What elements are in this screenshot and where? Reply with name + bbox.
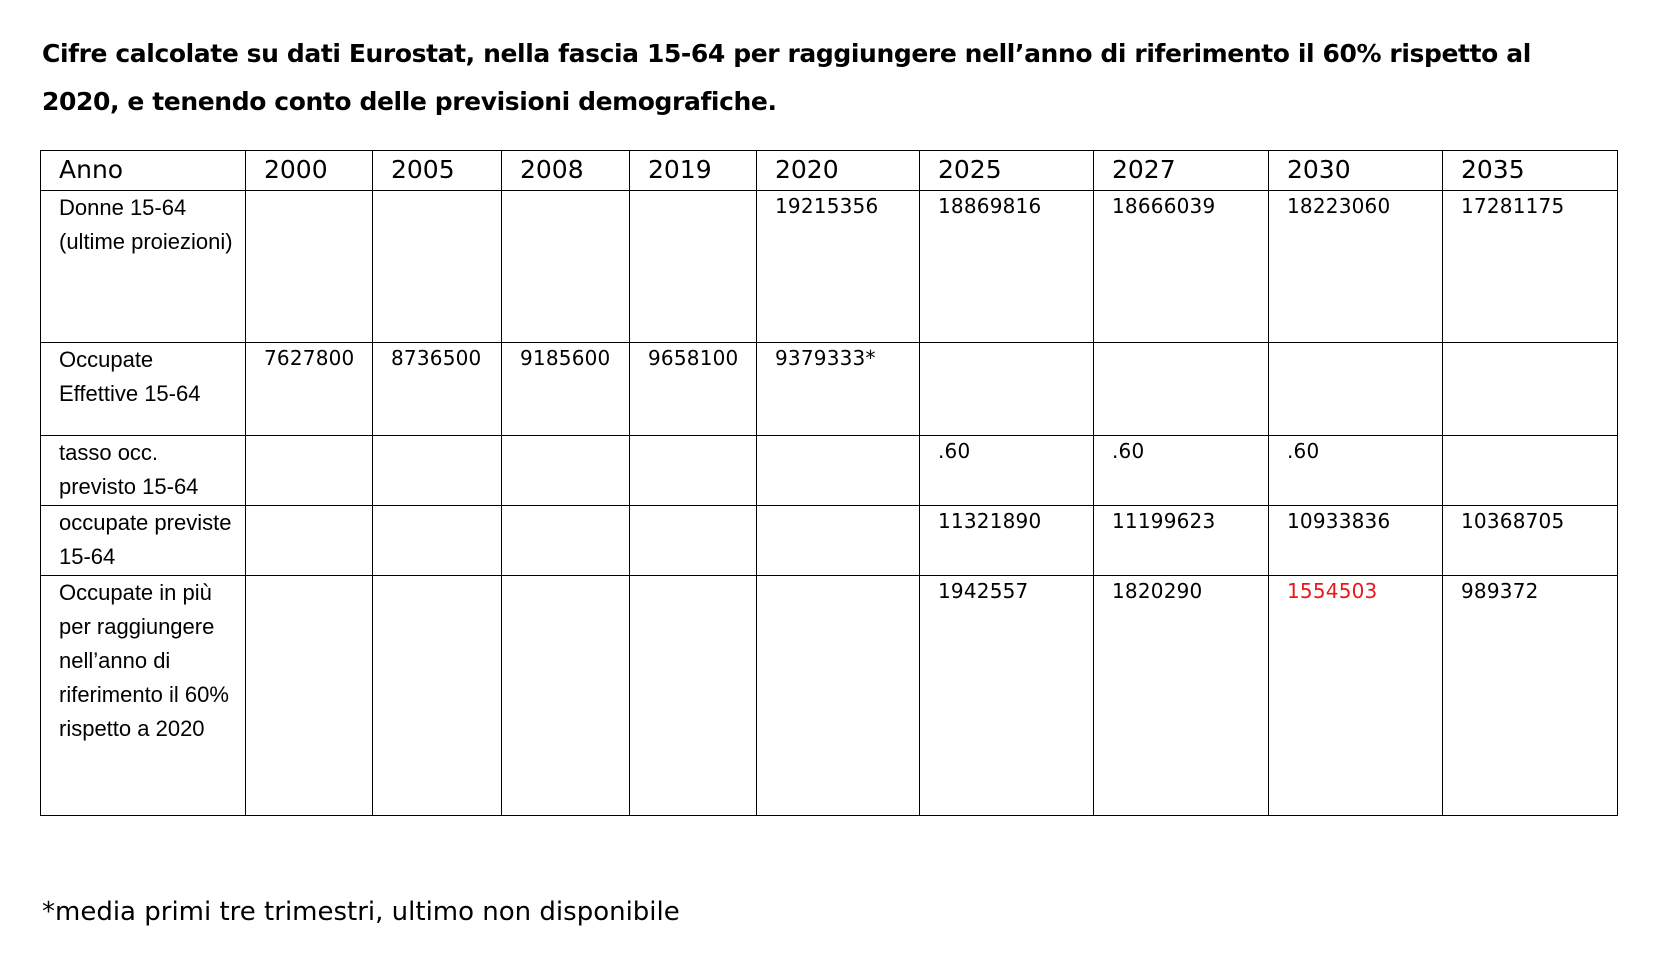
table-row-occupate-previste: [41, 506, 1618, 576]
table-cell: [246, 506, 373, 576]
table-cell: [757, 436, 920, 506]
table-row-occupate-in-piu: [41, 576, 1618, 816]
row-label: occupate previste 15-64: [41, 506, 246, 576]
table-cell: .60: [920, 436, 1094, 506]
header-cell-2025: 2025: [920, 151, 1094, 191]
row-label: Occupate Effettive 15-64: [41, 343, 246, 436]
table-cell: 7627800: [246, 343, 373, 436]
row-label: tasso occ. previsto 15-64: [41, 436, 246, 506]
table-cell: 9185600: [502, 343, 630, 436]
table-cell: [502, 506, 630, 576]
table-cell: 8736500: [373, 343, 502, 436]
table-cell: [246, 191, 373, 343]
table-cell: 9658100: [630, 343, 757, 436]
table-cell: .60: [1094, 436, 1269, 506]
header-cell-2020: 2020: [757, 151, 920, 191]
table-cell: .60: [1269, 436, 1443, 506]
table-cell: [920, 343, 1094, 436]
header-cell-2005: 2005: [373, 151, 502, 191]
page-title: Cifre calcolate su dati Eurostat, nella fascia 15-64 per raggiungere nell’anno di riferimento il 60% rispetto al 2020, e tenendo conto delle previsioni demografiche.: [42, 39, 1531, 116]
table-row-donne: [41, 191, 1618, 343]
table-cell: [502, 576, 630, 816]
table-row-occupate-effettive: [41, 343, 1618, 436]
header-cell-2027: 2027: [1094, 151, 1269, 191]
table-cell: [630, 576, 757, 816]
table-cell: [630, 436, 757, 506]
header-cell-2008: 2008: [502, 151, 630, 191]
table-cell: [373, 506, 502, 576]
table-cell: 10933836: [1269, 506, 1443, 576]
table-cell: [502, 436, 630, 506]
table-cell: [757, 506, 920, 576]
table-cell: [1443, 436, 1618, 506]
table-cell: [1094, 343, 1269, 436]
table-cell: [502, 191, 630, 343]
header-cell-2019: 2019: [630, 151, 757, 191]
table-cell: [1443, 343, 1618, 436]
header-row: [41, 151, 1618, 191]
table-cell: 18666039: [1094, 191, 1269, 343]
data-table: [40, 150, 1618, 816]
table-cell: 17281175: [1443, 191, 1618, 343]
table-row-tasso: [41, 436, 1618, 506]
table-cell: [373, 191, 502, 343]
table-cell: 18223060: [1269, 191, 1443, 343]
table-cell: 989372: [1443, 576, 1618, 816]
table-cell: 11199623: [1094, 506, 1269, 576]
table-cell: [630, 191, 757, 343]
header-cell-2030: 2030: [1269, 151, 1443, 191]
table-cell: [1269, 343, 1443, 436]
row-label: Occupate in più per raggiungere nell’anno di riferimento il 60% rispetto a 2020: [41, 576, 246, 816]
table-cell: [757, 576, 920, 816]
table-cell: 18869816: [920, 191, 1094, 343]
footnote: *media primi tre trimestri, ultimo non disponibile: [42, 897, 680, 927]
table-cell: 1942557: [920, 576, 1094, 816]
table-cell: [373, 576, 502, 816]
header-cell-2035: 2035: [1443, 151, 1618, 191]
table-cell: [373, 436, 502, 506]
highlighted-cell: 1554503: [1269, 576, 1443, 816]
table-cell: 11321890: [920, 506, 1094, 576]
table-cell: 10368705: [1443, 506, 1618, 576]
table-cell: 1820290: [1094, 576, 1269, 816]
header-cell-anno: Anno: [41, 151, 246, 191]
table-cell: 9379333*: [757, 343, 920, 436]
header-cell-2000: 2000: [246, 151, 373, 191]
table-cell: [630, 506, 757, 576]
table-cell: [246, 576, 373, 816]
row-label: Donne 15-64 (ultime proiezioni): [41, 191, 246, 343]
table-cell: [246, 436, 373, 506]
table-cell: 19215356: [757, 191, 920, 343]
